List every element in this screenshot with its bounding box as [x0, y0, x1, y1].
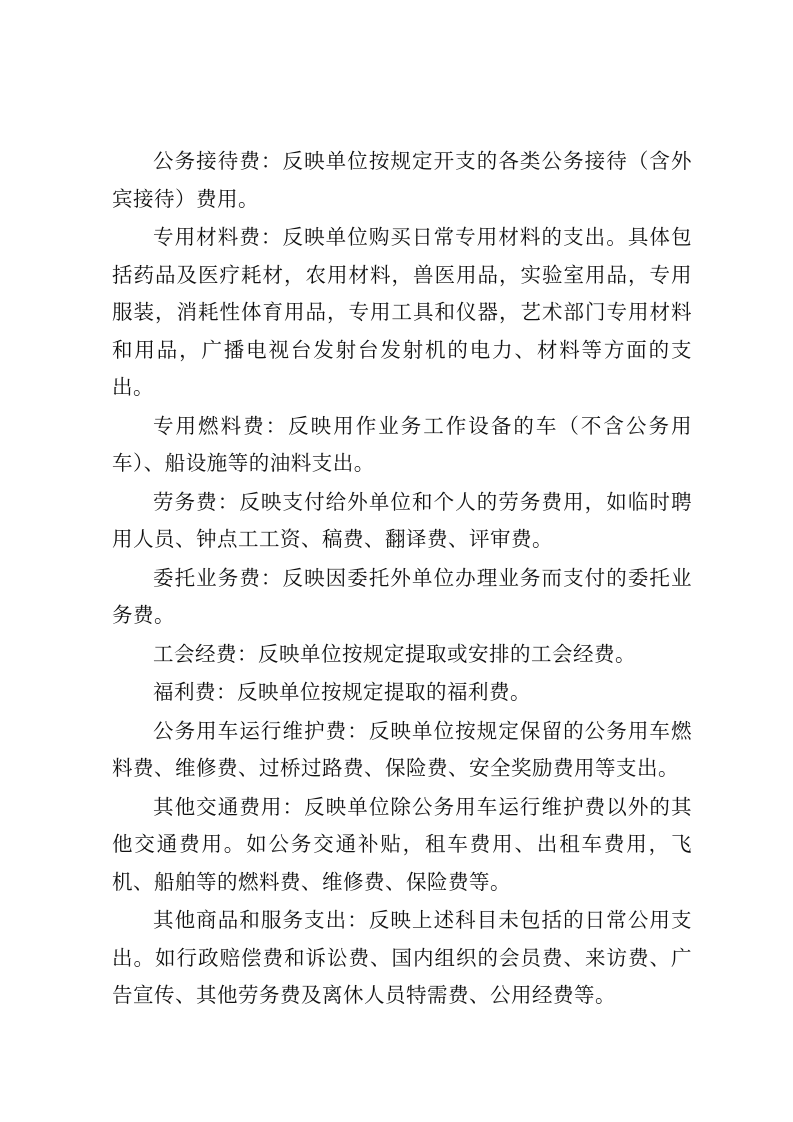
paragraph-welfare: 福利费：反映单位按规定提取的福利费。	[153, 680, 531, 704]
paragraph-official-reception: 公务接待费：反映单位按规定开支的各类公务接待（含外宾接待）费用。	[112, 149, 692, 211]
paragraph-other-transport: 其他交通费用：反映单位除公务用车运行维护费以外的其他交通费用。如公务交通补贴，租车费用、出租车费用，飞机、船舶等的燃料费、维修费、保险费等。	[112, 794, 692, 894]
paragraph-special-fuel: 专用燃料费：反映用作业务工作设备的车（不含公务用车）、船设施等的油料支出。	[112, 413, 692, 475]
paragraph-official-vehicle: 公务用车运行维护费：反映单位按规定保留的公务用车燃料费、维修费、过桥过路费、保险费、安全奖励费用等支出。	[112, 718, 692, 780]
paragraph-commissioned-business: 委托业务费：反映因委托外单位办理业务而支付的委托业务费。	[112, 565, 692, 627]
paragraph-labor-fees: 劳务费：反映支付给外单位和个人的劳务费用，如临时聘用人员、钟点工工资、稿费、翻译费、评审费。	[112, 489, 692, 551]
paragraph-other-goods-services: 其他商品和服务支出：反映上述科目未包括的日常公用支出。如行政赔偿费和诉讼费、国内组织的会员费、来访费、广告宣传、其他劳务费及离休人员特需费、公用经费等。	[112, 908, 692, 1007]
paragraph-union-funds: 工会经费：反映单位按规定提取或安排的工会经费。	[153, 641, 636, 666]
document-body	[112, 143, 692, 1016]
paragraph-special-materials: 专用材料费：反映单位购买日常专用材料的支出。具体包括药品及医疗耗材，农用材料，兽医用品，实验室用品，专用服装，消耗性体育用品，专用工具和仪器，艺术部门专用材料和用品，广播电视台发射台发射机的电力、材料等方面的支出。	[112, 225, 692, 399]
